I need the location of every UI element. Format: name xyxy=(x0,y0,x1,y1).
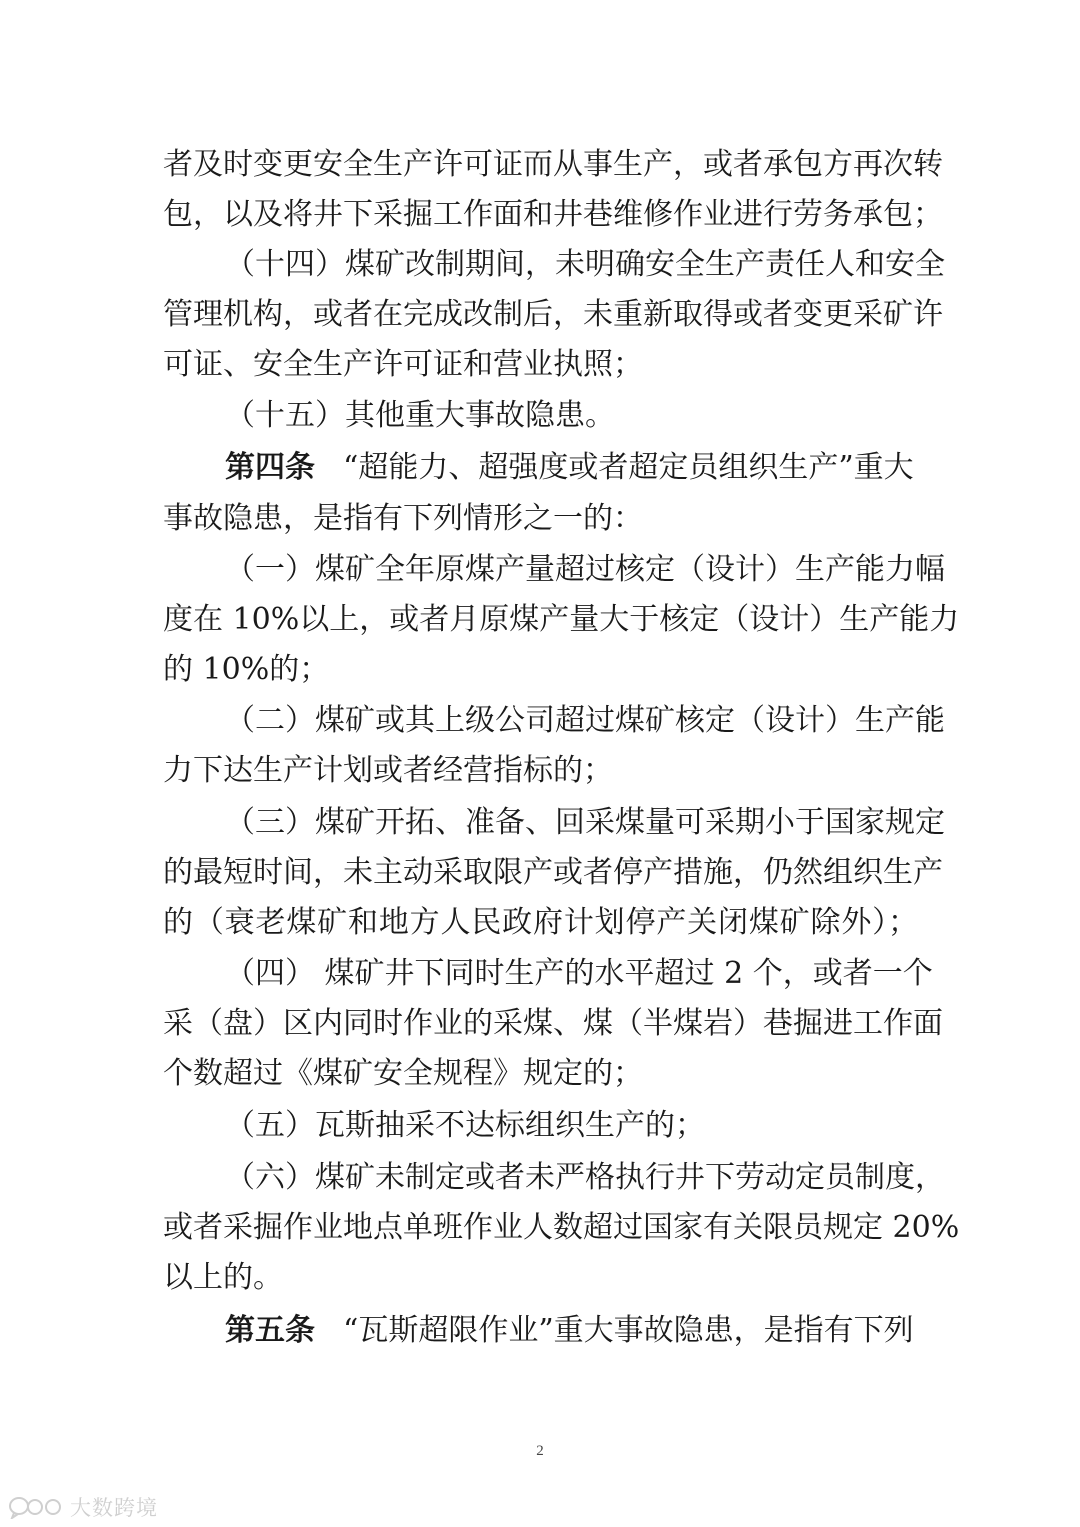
article-4-heading xyxy=(225,448,918,488)
article-label: 第五条 xyxy=(225,1313,315,1348)
text-line: 度在 10%以上，或者月原煤产量大于核定（设计）生产能力 xyxy=(163,602,960,637)
clause-6: （六）煤矿未制定或者未严格执行井下劳动定员制度， xyxy=(225,1160,945,1195)
clause-3: （三）煤矿开拓、准备、回采煤量可采期小于国家规定 xyxy=(225,805,945,840)
article-text: “超能力、超强度或者超定员组织生产”重大 xyxy=(343,450,914,485)
text-line: 的最短时间，未主动采取限产或者停产措施，仍然组织生产 xyxy=(163,855,943,890)
chat-bubble-logo-icon xyxy=(8,1495,66,1519)
clause-14: （十四）煤矿改制期间，未明确安全生产责任人和安全 xyxy=(225,247,945,282)
text-line: 采（盘）区内同时作业的采煤、煤（半煤岩）巷掘进工作面 xyxy=(163,1006,943,1041)
text-line: 个数超过《煤矿安全规程》规定的； xyxy=(163,1056,643,1091)
text-line: 的 10%的； xyxy=(163,652,330,687)
text-line: 以上的。 xyxy=(163,1260,283,1295)
clause-2: （二）煤矿或其上级公司超过煤矿核定（设计）生产能 xyxy=(225,703,945,738)
clause-1: （一）煤矿全年原煤产量超过核定（设计）生产能力幅 xyxy=(225,552,945,587)
clause-4: （四） 煤矿井下同时生产的水平超过 2 个，或者一个 xyxy=(225,956,933,991)
article-label: 第四条 xyxy=(225,450,315,485)
page-number: 2 xyxy=(536,1443,544,1459)
text-line: 力下达生产计划或者经营指标的； xyxy=(163,753,613,788)
clause-15: （十五）其他重大事故隐患。 xyxy=(225,398,615,433)
text-line: 管理机构，或者在完成改制后，未重新取得或者变更采矿许 xyxy=(163,297,943,332)
text-line: 事故隐患，是指有下列情形之一的： xyxy=(163,501,643,536)
watermark-text: 大数跨境 xyxy=(70,1496,158,1520)
text-line: 的（衰老煤矿和地方人民政府计划停产关闭煤矿除外）； xyxy=(163,905,918,940)
article-5-heading xyxy=(225,1311,918,1351)
article-text: “瓦斯超限作业”重大事故隐患，是指有下列 xyxy=(343,1313,914,1348)
watermark xyxy=(8,1493,158,1521)
text-line: 或者采掘作业地点单班作业人数超过国家有关限员规定 20% xyxy=(163,1210,960,1245)
text-line: 包，以及将井下采掘工作面和井巷维修作业进行劳务承包； xyxy=(163,197,943,232)
text-line: 者及时变更安全生产许可证而从事生产，或者承包方再次转 xyxy=(163,147,943,182)
clause-5: （五）瓦斯抽采不达标组织生产的； xyxy=(225,1108,705,1143)
text-line: 可证、安全生产许可证和营业执照； xyxy=(163,347,643,382)
